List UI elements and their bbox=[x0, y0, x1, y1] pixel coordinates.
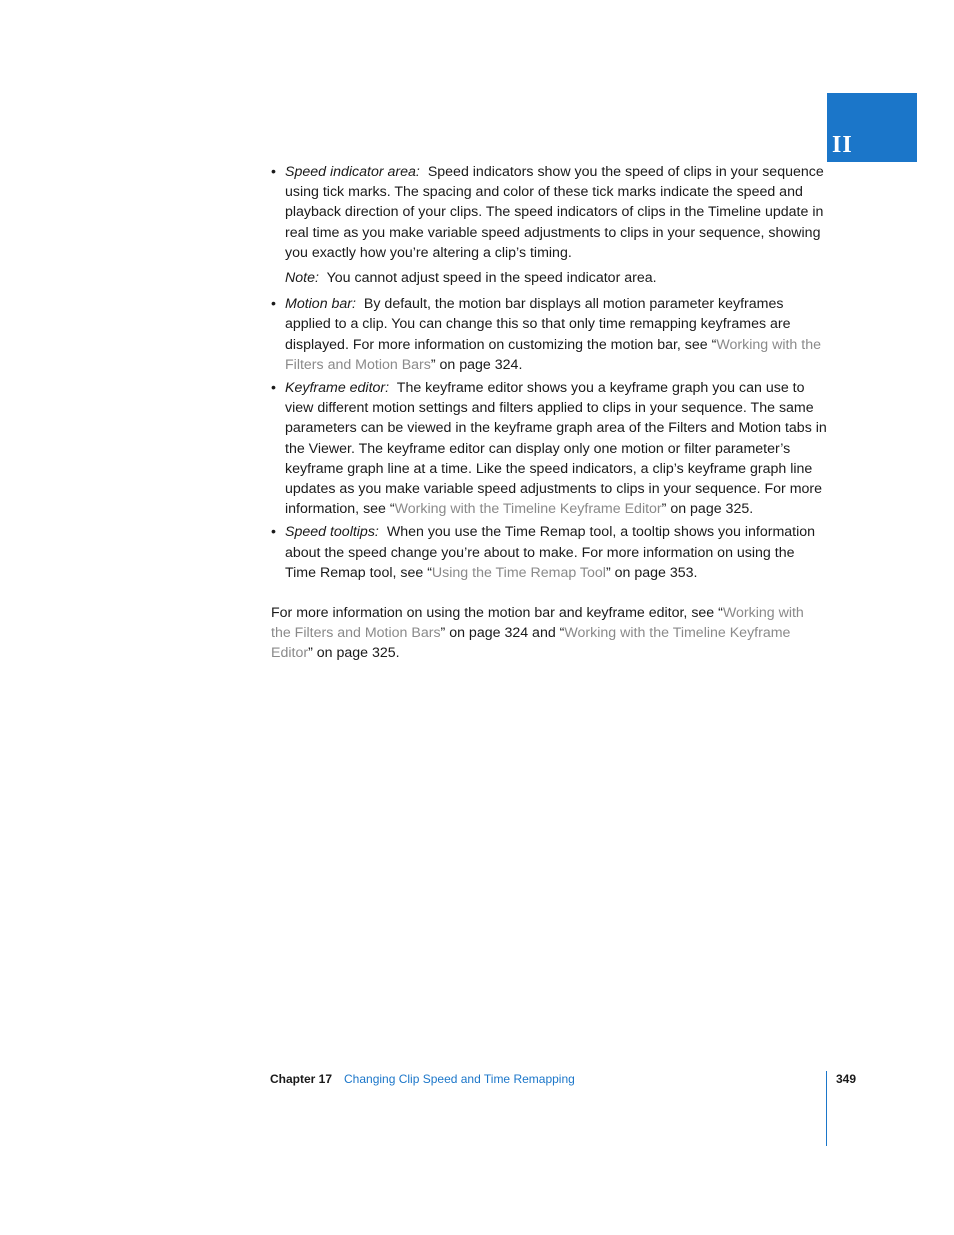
note bbox=[271, 268, 827, 288]
bullet-dot: • bbox=[271, 296, 276, 313]
part-tab-label: II bbox=[832, 132, 853, 158]
bullet-text: Speed indicators show you the speed of clips in your sequence using tick marks. The spacing and color of these tick marks indicate the speed and playback direction of your clips. The speed indicators of clips in the Timeline update in real time as you make variable speed adjustments to clips in your sequence, showing you exactly how you’re altering a clip’s timing. bbox=[285, 164, 824, 261]
bullet-keyframe-editor bbox=[271, 378, 827, 519]
para-text: ” on page 324 and “ bbox=[440, 625, 565, 642]
bullet-text-after: ” on page 353. bbox=[605, 564, 698, 581]
footer-chapter: Chapter 17 bbox=[270, 1072, 333, 1086]
bullet-term: Speed indicator area: bbox=[285, 164, 420, 180]
main-content bbox=[271, 162, 827, 664]
note-term: Note: bbox=[285, 270, 319, 287]
bullet-speed-tooltips bbox=[271, 522, 827, 583]
bullet-text: When you use the Time Remap tool, a tooltip shows you information about the speed change you’re about to make. For more information on using the Time Remap tool, see “ bbox=[285, 524, 816, 581]
note-text: You cannot adjust speed in the speed indicator area. bbox=[322, 270, 657, 287]
footer-chapter-title[interactable]: Changing Clip Speed and Time Remapping bbox=[344, 1072, 575, 1086]
link-time-remap-tool[interactable]: Using the Time Remap Tool bbox=[431, 564, 606, 581]
closing-paragraph bbox=[271, 603, 827, 664]
bullet-dot: • bbox=[271, 164, 276, 180]
bullet-term: Keyframe editor: bbox=[285, 380, 390, 397]
bullet-speed-indicator-area bbox=[271, 162, 827, 263]
bullet-term: Speed tooltips: bbox=[285, 524, 379, 541]
link-timeline-keyframe-editor[interactable]: Working with the Timeline Keyframe Editor bbox=[271, 625, 791, 662]
page-number: 349 bbox=[836, 1072, 857, 1086]
bullet-term: Motion bar: bbox=[285, 296, 356, 313]
link-filters-motion-bars[interactable]: Working with the Filters and Motion Bars bbox=[285, 336, 821, 373]
link-filters-motion-bars[interactable]: Working with the Filters and Motion Bars bbox=[271, 605, 804, 642]
link-timeline-keyframe-editor[interactable]: Working with the Timeline Keyframe Editor bbox=[394, 501, 662, 518]
part-tab bbox=[827, 93, 917, 162]
bullet-text-after: ” on page 325. bbox=[661, 501, 754, 518]
bullet-motion-bar bbox=[271, 294, 827, 375]
footer-divider bbox=[826, 1071, 827, 1146]
bullet-text-after: ” on page 324. bbox=[430, 356, 523, 373]
bullet-dot: • bbox=[271, 380, 276, 397]
para-text: For more information on using the motion bar and keyframe editor, see “ bbox=[271, 605, 723, 622]
bullet-text: By default, the motion bar displays all motion parameter keyframes applied to a clip. You can change this so that only time remapping keyframes are displayed. For more information on customizing the motion bar, see “ bbox=[285, 296, 791, 353]
para-text: ” on page 325. bbox=[308, 645, 400, 662]
bullet-text: The keyframe editor shows you a keyframe graph you can use to view different motion settings and filters applied to clips in your sequence. The same parameters can be viewed in the keyframe graph area of the Filters and Motion tabs in the Viewer. The keyframe editor can display only one motion or filter parameter’s keyframe graph line at a time. Like the speed indicators, a clip’s keyframe graph line updates as you make variable speed adjustments to clips in your sequence. For more information, see “ bbox=[285, 380, 827, 518]
bullet-dot: • bbox=[271, 524, 276, 541]
